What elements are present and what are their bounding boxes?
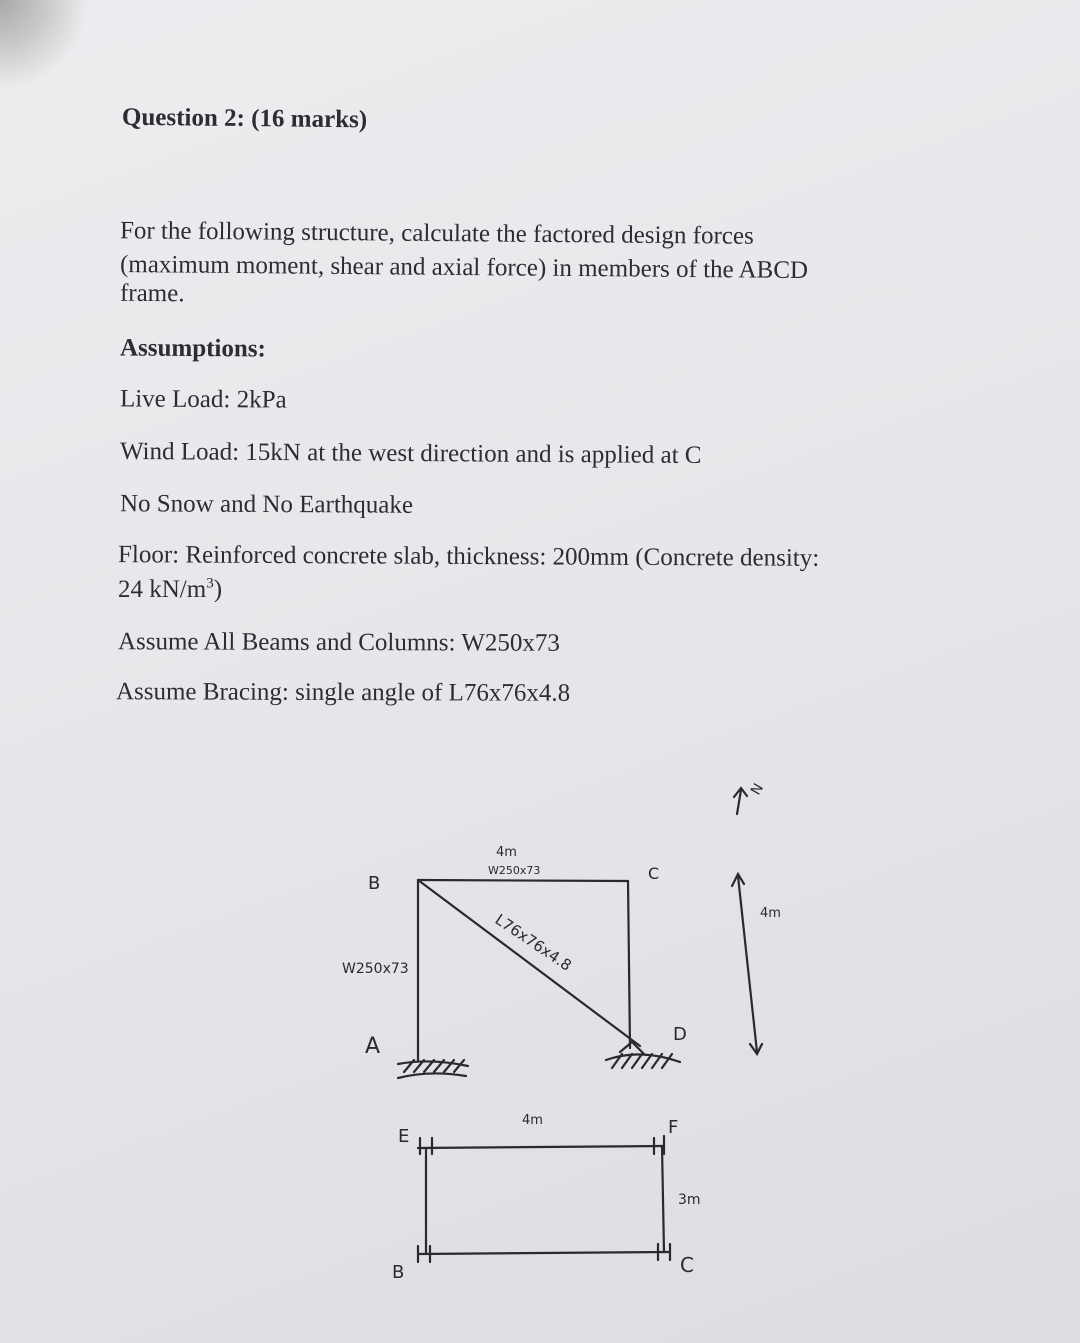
assumptions-heading: Assumptions: xyxy=(119,334,266,363)
floor-density-close: ) xyxy=(213,576,223,603)
node-b-label: B xyxy=(368,873,381,894)
question-title: Question 2: (16 marks) xyxy=(121,103,368,134)
height-label: 4m xyxy=(760,906,781,921)
height-dimension-line xyxy=(738,876,757,1052)
brace-bd xyxy=(418,880,640,1046)
plan-bottom-edge xyxy=(418,1252,670,1254)
support-d-hatch xyxy=(606,1042,680,1068)
support-a-hatch xyxy=(398,1060,468,1078)
beam-section-label: W250x73 xyxy=(488,864,541,877)
column-cd xyxy=(628,881,630,1048)
node-c-label: C xyxy=(648,864,660,883)
intro-line-3: frame. xyxy=(119,279,185,308)
plan-node-b-label: B xyxy=(392,1262,405,1283)
plan-node-e-label: E xyxy=(398,1126,410,1147)
plan-right-edge xyxy=(662,1146,664,1252)
plan-node-f-label: F xyxy=(668,1117,679,1138)
intro-line-2: (maximum moment, shear and axial force) in members of the ABCD xyxy=(119,250,809,285)
beam-span-label: 4m xyxy=(496,845,517,860)
node-d-label: D xyxy=(673,1024,687,1045)
plan-depth-label: 3m xyxy=(678,1192,701,1208)
plan-top-edge xyxy=(418,1146,664,1148)
floor-line-1: Floor: Reinforced concrete slab, thickness: 200mm (Concrete density: xyxy=(117,541,820,572)
plan-span-label: 4m xyxy=(522,1113,543,1128)
intro-line-1: For the following structure, calculate the factored design forces xyxy=(119,217,754,250)
column-section-label: W250x73 xyxy=(342,961,409,977)
wind-load-line: Wind Load: 15kN at the west direction and is applied at C xyxy=(119,437,702,470)
beam-bc xyxy=(418,880,628,881)
floor-density-exponent: 3 xyxy=(206,575,214,592)
node-a-label: A xyxy=(365,1034,381,1059)
live-load-line: Live Load: 2kPa xyxy=(119,385,287,414)
brace-section-label: L76x76x4.8 xyxy=(491,910,575,975)
floor-density-value: 24 kN/m xyxy=(118,576,207,603)
north-label: N xyxy=(747,780,768,798)
beams-columns-line: Assume All Beams and Columns: W250x73 xyxy=(117,628,560,657)
plan-top-ticks xyxy=(420,1136,664,1154)
plan-node-c-label: C xyxy=(680,1253,694,1277)
bracing-line: Assume Bracing: single angle of L76x76x4.8 xyxy=(115,678,571,707)
north-arrow xyxy=(734,788,747,814)
snow-earthquake-line: No Snow and No Earthquake xyxy=(119,490,414,519)
